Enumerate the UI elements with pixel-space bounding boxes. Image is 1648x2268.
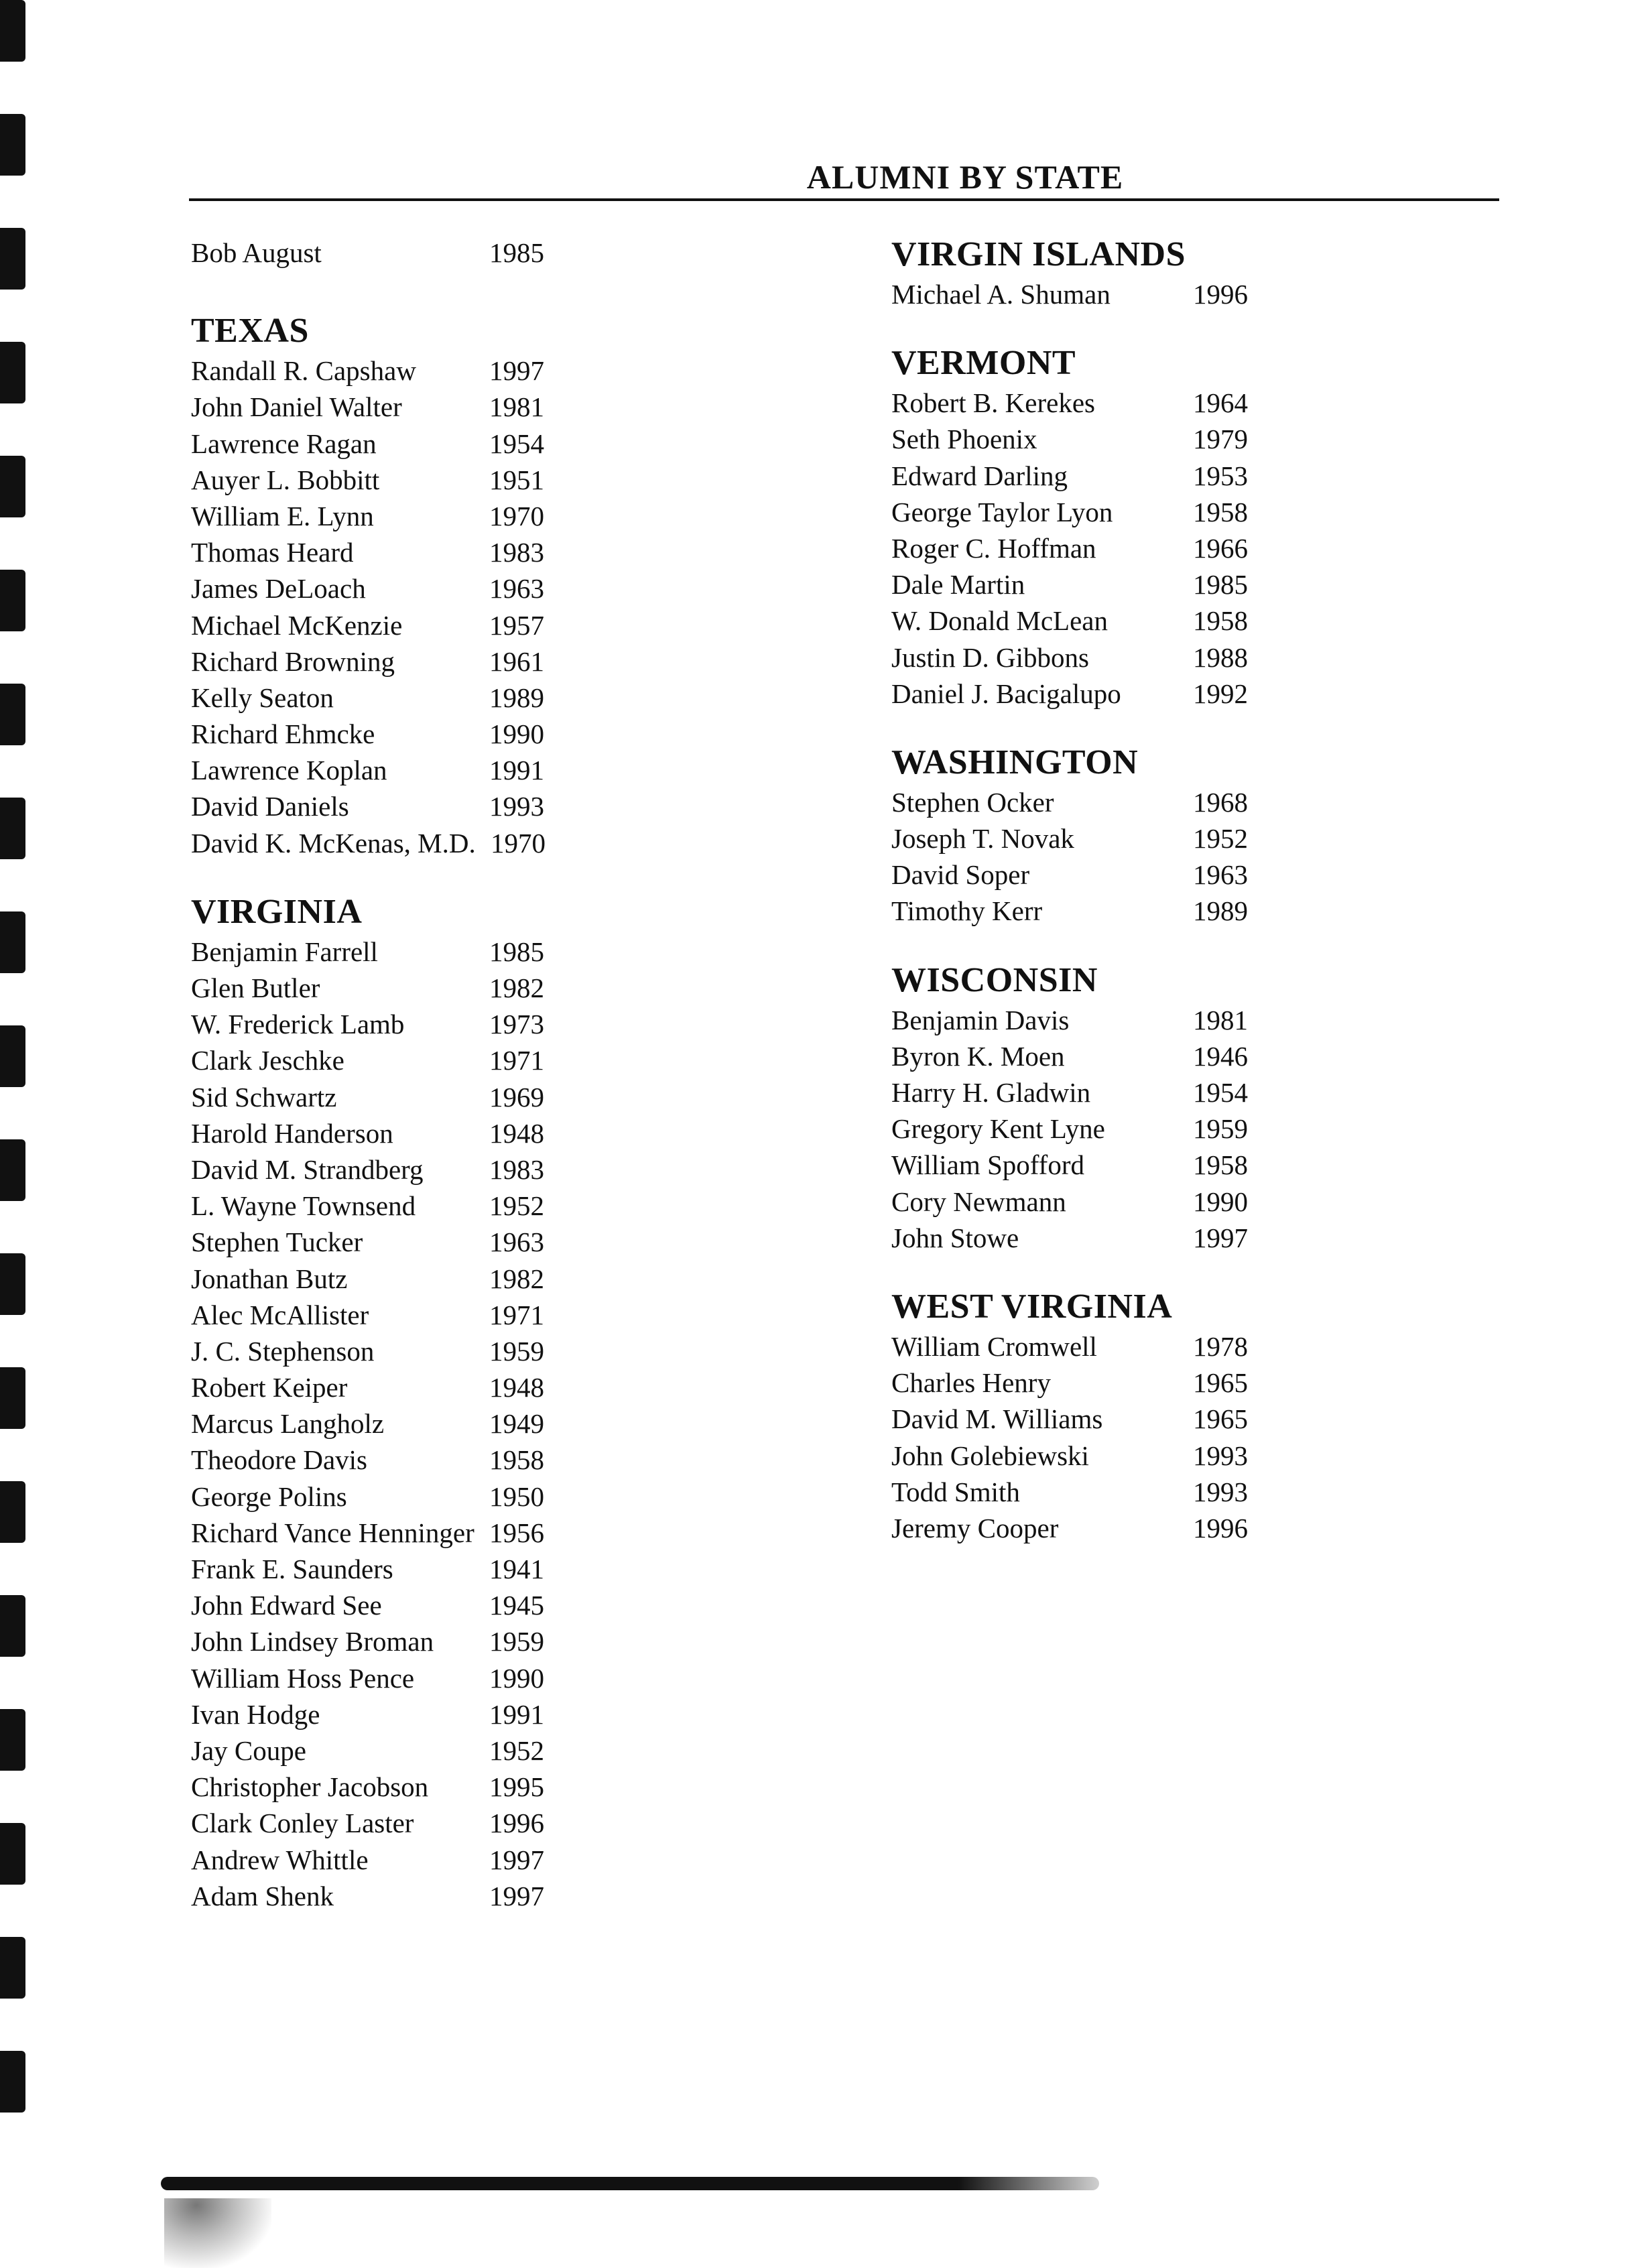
binding-hole <box>0 342 25 403</box>
alumni-entry <box>891 676 1360 712</box>
graduation-year: 1971 <box>489 1045 544 1076</box>
state-heading: VIRGIN ISLANDS <box>891 235 1186 273</box>
scan-smudge <box>164 2198 271 2268</box>
graduation-year: 1968 <box>1193 786 1248 818</box>
graduation-year: 1965 <box>1193 1367 1248 1399</box>
graduation-year: 1948 <box>489 1372 544 1403</box>
alumni-name: Richard Browning <box>191 645 395 677</box>
alumni-name: Jay Coupe <box>191 1735 306 1766</box>
title-divider <box>189 198 1499 201</box>
alumni-entry <box>891 1438 1360 1474</box>
alumni-name: James DeLoach <box>191 573 366 605</box>
graduation-year: 1958 <box>1193 605 1248 637</box>
alumni-name: Lawrence Ragan <box>191 428 377 459</box>
alumni-name: Glen Butler <box>191 972 320 1003</box>
state-section <box>891 343 1360 712</box>
graduation-year: 1990 <box>1193 1186 1248 1217</box>
alumni-name: Sid Schwartz <box>191 1081 337 1113</box>
alumni-entry <box>191 825 647 861</box>
graduation-year: 1948 <box>489 1117 544 1149</box>
graduation-year: 1991 <box>489 1698 544 1730</box>
graduation-year: 1965 <box>1193 1403 1248 1435</box>
alumni-entry <box>191 1224 647 1260</box>
binding-hole <box>0 1823 25 1885</box>
graduation-year: 1992 <box>1193 678 1248 709</box>
alumni-entry <box>891 1401 1360 1437</box>
alumni-entry <box>891 1328 1360 1365</box>
alumni-entry <box>891 1002 1360 1038</box>
graduation-year: 1959 <box>489 1626 544 1657</box>
alumni-name: W. Frederick Lamb <box>191 1009 405 1040</box>
alumni-name: John Golebiewski <box>891 1440 1089 1471</box>
alumni-entry <box>191 1405 647 1442</box>
graduation-year: 1971 <box>489 1299 544 1330</box>
alumni-name: David M. Strandberg <box>191 1153 424 1185</box>
alumni-entry <box>191 1878 647 1914</box>
alumni-name: David K. McKenas, M.D. <box>191 827 476 859</box>
alumni-name: Roger C. Hoffman <box>891 532 1096 564</box>
alumni-entry <box>891 820 1360 857</box>
alumni-name: Daniel J. Bacigalupo <box>891 678 1121 709</box>
binding-hole <box>0 1253 25 1315</box>
alumni-entry <box>891 494 1360 530</box>
binding-hole <box>0 2051 25 2113</box>
alumni-name: George Polins <box>191 1480 347 1512</box>
graduation-year: 1952 <box>489 1735 544 1766</box>
graduation-year: 1973 <box>489 1009 544 1040</box>
alumni-name: Lawrence Koplan <box>191 755 387 786</box>
graduation-year: 1979 <box>1193 424 1248 455</box>
alumni-name: Bob August <box>191 237 322 268</box>
alumni-name: Gregory Kent Lyne <box>891 1113 1105 1145</box>
alumni-entry <box>891 603 1360 639</box>
graduation-year: 1982 <box>489 972 544 1003</box>
alumni-entry <box>191 970 647 1006</box>
state-heading: WISCONSIN <box>891 960 1098 999</box>
alumni-name: Andrew Whittle <box>191 1844 369 1875</box>
alumni-entry <box>191 235 647 271</box>
state-section <box>191 235 647 271</box>
alumni-name: Alec McAllister <box>191 1299 369 1330</box>
binding-hole <box>0 1367 25 1429</box>
binding-hole <box>0 0 25 62</box>
graduation-year: 1952 <box>1193 823 1248 855</box>
alumni-name: Todd Smith <box>891 1476 1020 1507</box>
graduation-year: 1996 <box>1193 1512 1248 1544</box>
alumni-entry <box>891 784 1360 820</box>
graduation-year: 1978 <box>1193 1330 1248 1362</box>
alumni-entry <box>191 643 647 680</box>
graduation-year: 1969 <box>489 1081 544 1113</box>
state-section <box>891 1287 1360 1546</box>
graduation-year: 1970 <box>491 827 546 859</box>
graduation-year: 1959 <box>1193 1113 1248 1145</box>
alumni-entry <box>891 1474 1360 1510</box>
graduation-year: 1996 <box>489 1808 544 1839</box>
graduation-year: 1963 <box>1193 859 1248 891</box>
state-section <box>891 743 1360 930</box>
graduation-year: 1958 <box>1193 1149 1248 1181</box>
alumni-name: Christopher Jacobson <box>191 1771 429 1803</box>
graduation-year: 1966 <box>1193 532 1248 564</box>
alumni-name: Joseph T. Novak <box>891 823 1074 855</box>
graduation-year: 1983 <box>489 1153 544 1185</box>
alumni-name: Frank E. Saunders <box>191 1554 393 1584</box>
graduation-year: 1945 <box>489 1590 544 1621</box>
alumni-name: Stephen Tucker <box>191 1226 363 1258</box>
alumni-name: Charles Henry <box>891 1367 1051 1399</box>
binding-hole <box>0 1937 25 1999</box>
graduation-year: 1982 <box>489 1263 544 1294</box>
alumni-entry <box>191 752 647 788</box>
alumni-entry <box>191 1769 647 1805</box>
binding-hole <box>0 684 25 745</box>
state-heading: WASHINGTON <box>891 743 1139 781</box>
alumni-entry <box>191 462 647 498</box>
alumni-entry <box>191 1333 647 1369</box>
alumni-entry <box>191 1151 647 1188</box>
alumni-name: John Edward See <box>191 1590 382 1621</box>
graduation-year: 1996 <box>1193 279 1248 310</box>
alumni-entry <box>191 1623 647 1659</box>
alumni-name: David Soper <box>891 859 1030 891</box>
alumni-entry <box>191 1478 647 1515</box>
alumni-entry <box>891 458 1360 494</box>
alumni-entry <box>191 570 647 607</box>
right-column <box>891 235 1360 1577</box>
alumni-entry <box>191 1551 647 1587</box>
alumni-name: Thomas Heard <box>191 537 354 568</box>
alumni-entry <box>191 1842 647 1878</box>
alumni-name: William Spofford <box>891 1149 1084 1181</box>
alumni-entry <box>191 1115 647 1151</box>
page-title: ALUMNI BY STATE <box>806 158 1124 196</box>
state-heading: WEST VIRGINIA <box>891 1287 1173 1326</box>
alumni-entry <box>891 639 1360 676</box>
binding-hole <box>0 911 25 973</box>
graduation-year: 1958 <box>489 1444 544 1476</box>
alumni-name: Marcus Langholz <box>191 1408 385 1440</box>
alumni-name: John Lindsey Broman <box>191 1626 434 1657</box>
alumni-entry <box>891 1074 1360 1111</box>
alumni-entry <box>191 680 647 716</box>
graduation-year: 1991 <box>489 755 544 786</box>
alumni-entry <box>191 389 647 425</box>
alumni-entry <box>891 276 1360 312</box>
alumni-name: Clark Conley Laster <box>191 1808 414 1839</box>
alumni-entry <box>191 1587 647 1623</box>
alumni-entry <box>891 530 1360 566</box>
alumni-entry <box>891 1111 1360 1147</box>
alumni-entry <box>191 498 647 534</box>
alumni-entry <box>191 426 647 462</box>
alumni-entry <box>891 893 1360 929</box>
alumni-name: Harry H. Gladwin <box>891 1077 1091 1108</box>
graduation-year: 1985 <box>489 237 544 268</box>
alumni-entry <box>891 566 1360 603</box>
alumni-name: L. Wayne Townsend <box>191 1190 416 1222</box>
graduation-year: 1985 <box>489 936 544 967</box>
graduation-year: 1970 <box>489 500 544 531</box>
alumni-entry <box>891 857 1360 893</box>
graduation-year: 1954 <box>1193 1077 1248 1108</box>
state-section <box>891 235 1360 312</box>
alumni-entry <box>891 1038 1360 1074</box>
alumni-entry <box>191 1442 647 1478</box>
alumni-name: Kelly Seaton <box>191 682 334 713</box>
alumni-name: Robert B. Kerekes <box>891 387 1095 419</box>
alumni-name: Benjamin Davis <box>891 1004 1070 1035</box>
graduation-year: 1997 <box>489 1844 544 1875</box>
alumni-entry <box>891 421 1360 457</box>
graduation-year: 1957 <box>489 609 544 641</box>
alumni-name: Dale Martin <box>891 569 1025 601</box>
graduation-year: 1941 <box>489 1554 544 1584</box>
alumni-name: David Daniels <box>191 791 349 822</box>
alumni-name: Adam Shenk <box>191 1880 334 1911</box>
graduation-year: 1988 <box>1193 641 1248 673</box>
state-heading: VERMONT <box>891 344 1076 383</box>
alumni-entry <box>191 1188 647 1224</box>
state-section <box>191 892 647 1914</box>
alumni-name: John Daniel Walter <box>191 391 402 423</box>
alumni-name: Ivan Hodge <box>191 1698 320 1730</box>
binding-hole <box>0 1709 25 1771</box>
graduation-year: 1950 <box>489 1480 544 1512</box>
binding-hole <box>0 1481 25 1543</box>
alumni-name: George Taylor Lyon <box>891 496 1113 527</box>
graduation-year: 1946 <box>1193 1040 1248 1072</box>
alumni-entry <box>191 1369 647 1405</box>
alumni-name: Cory Newmann <box>891 1186 1066 1217</box>
alumni-entry <box>891 1184 1360 1220</box>
alumni-entry <box>191 1805 647 1841</box>
graduation-year: 1985 <box>1193 569 1248 601</box>
alumni-entry <box>891 1147 1360 1183</box>
graduation-year: 1949 <box>489 1408 544 1440</box>
graduation-year: 1956 <box>489 1517 544 1548</box>
graduation-year: 1964 <box>1193 387 1248 419</box>
alumni-name: Michael McKenzie <box>191 609 403 641</box>
graduation-year: 1963 <box>489 1226 544 1258</box>
alumni-name: William Hoss Pence <box>191 1662 415 1694</box>
binding-hole <box>0 456 25 517</box>
alumni-name: Harold Handerson <box>191 1117 393 1149</box>
alumni-entry <box>191 1006 647 1042</box>
graduation-year: 1963 <box>489 573 544 605</box>
graduation-year: 1993 <box>1193 1476 1248 1507</box>
alumni-name: Jonathan Butz <box>191 1263 348 1294</box>
binding-hole <box>0 798 25 859</box>
alumni-entry <box>191 1732 647 1769</box>
alumni-name: Randall R. Capshaw <box>191 355 416 387</box>
alumni-name: William E. Lynn <box>191 500 374 531</box>
alumni-entry <box>191 788 647 824</box>
state-section <box>891 960 1360 1256</box>
binding-hole <box>0 1139 25 1201</box>
bottom-scan-bar <box>161 2177 1099 2190</box>
alumni-name: Jeremy Cooper <box>891 1512 1059 1544</box>
alumni-entry <box>191 353 647 389</box>
alumni-name: Byron K. Moen <box>891 1040 1065 1072</box>
alumni-name: Robert Keiper <box>191 1372 348 1403</box>
graduation-year: 1981 <box>489 391 544 423</box>
alumni-name: John Stowe <box>891 1222 1019 1253</box>
alumni-entry <box>891 1220 1360 1256</box>
alumni-entry <box>891 1510 1360 1546</box>
graduation-year: 1995 <box>489 1771 544 1803</box>
state-heading: TEXAS <box>191 312 309 351</box>
alumni-name: Stephen Ocker <box>891 786 1054 818</box>
alumni-name: David M. Williams <box>891 1403 1103 1435</box>
alumni-entry <box>891 1365 1360 1401</box>
alumni-entry <box>191 534 647 570</box>
alumni-name: William Cromwell <box>891 1330 1097 1362</box>
alumni-entry <box>891 385 1360 421</box>
alumni-name: Benjamin Farrell <box>191 936 378 967</box>
graduation-year: 1983 <box>489 537 544 568</box>
graduation-year: 1990 <box>489 718 544 750</box>
graduation-year: 1954 <box>489 428 544 459</box>
alumni-name: W. Donald McLean <box>891 605 1108 637</box>
alumni-name: J. C. Stephenson <box>191 1335 375 1367</box>
graduation-year: 1997 <box>1193 1222 1248 1253</box>
alumni-name: Auyer L. Bobbitt <box>191 464 380 495</box>
graduation-year: 1989 <box>1193 895 1248 927</box>
alumni-entry <box>191 716 647 752</box>
alumni-name: Theodore Davis <box>191 1444 367 1476</box>
alumni-name: Timothy Kerr <box>891 895 1043 927</box>
alumni-entry <box>191 1042 647 1078</box>
graduation-year: 1958 <box>1193 496 1248 527</box>
left-column <box>191 235 647 1945</box>
graduation-year: 1981 <box>1193 1004 1248 1035</box>
graduation-year: 1952 <box>489 1190 544 1222</box>
alumni-name: Justin D. Gibbons <box>891 641 1090 673</box>
alumni-name: Michael A. Shuman <box>891 279 1111 310</box>
alumni-entry <box>191 1515 647 1551</box>
binding-hole <box>0 228 25 290</box>
state-section <box>191 311 647 861</box>
graduation-year: 1961 <box>489 645 544 677</box>
graduation-year: 1953 <box>1193 460 1248 491</box>
alumni-entry <box>191 1261 647 1297</box>
alumni-name: Edward Darling <box>891 460 1068 491</box>
alumni-entry <box>191 1079 647 1115</box>
graduation-year: 1997 <box>489 1880 544 1911</box>
binding-hole <box>0 1025 25 1087</box>
graduation-year: 1997 <box>489 355 544 387</box>
graduation-year: 1989 <box>489 682 544 713</box>
alumni-entry <box>191 1696 647 1732</box>
graduation-year: 1951 <box>489 464 544 495</box>
alumni-entry <box>191 1660 647 1696</box>
alumni-entry <box>191 607 647 643</box>
alumni-entry <box>191 1297 647 1333</box>
graduation-year: 1993 <box>1193 1440 1248 1471</box>
alumni-entry <box>191 934 647 970</box>
alumni-name: Richard Vance Henninger <box>191 1517 474 1548</box>
alumni-name: Seth Phoenix <box>891 424 1037 455</box>
state-heading: VIRGINIA <box>191 892 363 931</box>
alumni-name: Richard Ehmcke <box>191 718 375 750</box>
graduation-year: 1959 <box>489 1335 544 1367</box>
binding-hole <box>0 570 25 631</box>
graduation-year: 1993 <box>489 791 544 822</box>
binding-hole <box>0 1595 25 1657</box>
graduation-year: 1990 <box>489 1662 544 1694</box>
alumni-name: Clark Jeschke <box>191 1045 344 1076</box>
